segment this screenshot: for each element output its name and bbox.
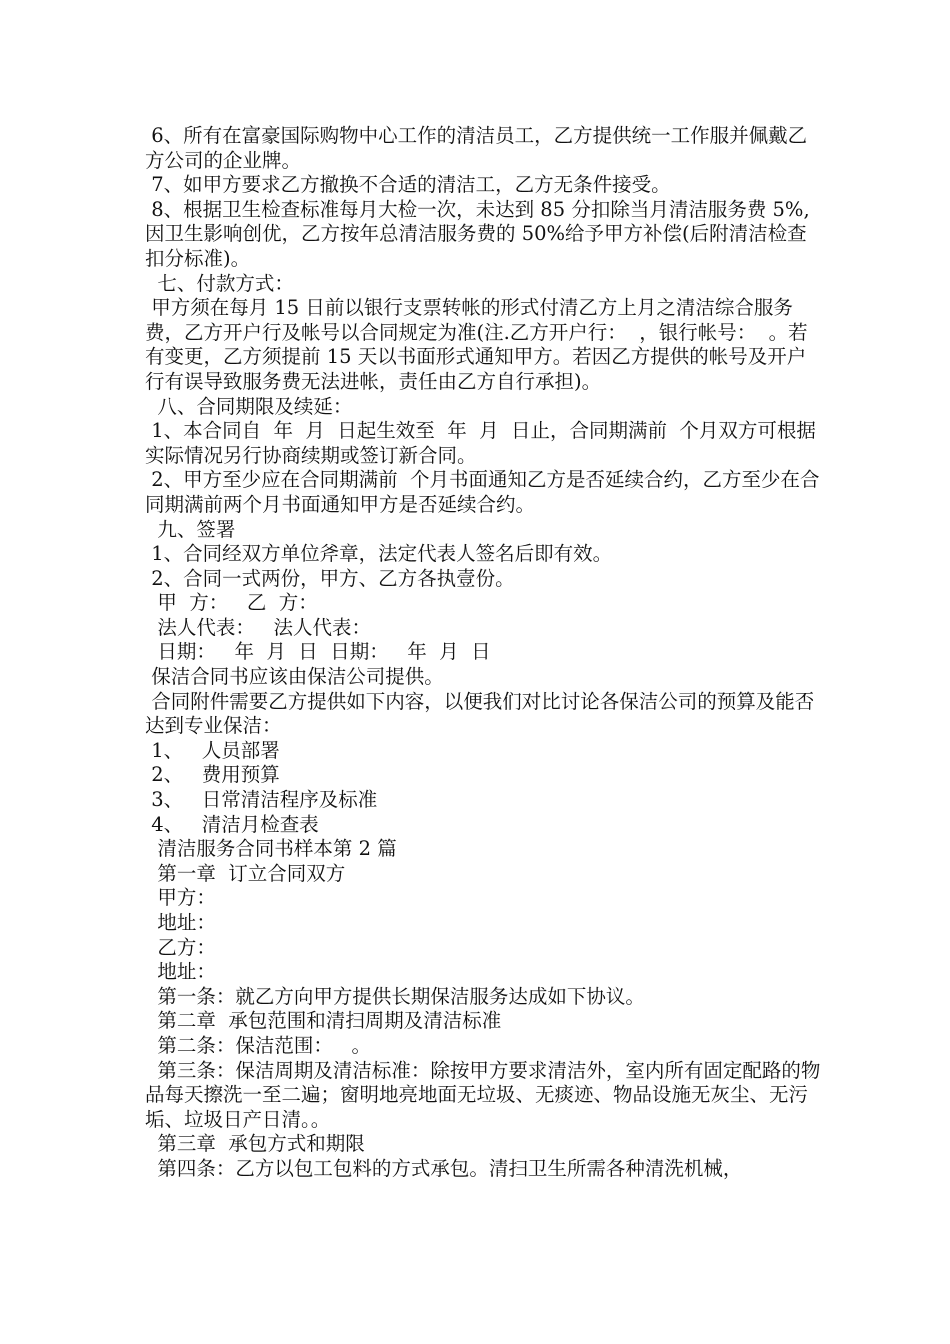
chapter-heading: 第三章 承包方式和期限	[145, 1132, 365, 1156]
list-item: 2、 费用预算	[145, 763, 280, 787]
address-field: 地址：	[145, 911, 216, 934]
paragraph: 保洁合同书应该由保洁公司提供。	[145, 665, 444, 689]
signature-line: 法人代表： 法人代表：	[145, 615, 372, 639]
paragraph: 1、合同经双方单位斧章，法定代表人签名后即有效。	[145, 542, 613, 566]
article: 第二条：保洁范围： 。	[145, 1033, 372, 1057]
paragraph: 1、本合同自 年 月 日起生效至 年 月 日止，合同期满前 个月双方可根据实际情况另行协商续期或签订新合同。	[145, 419, 816, 467]
party-field: 乙方：	[145, 935, 216, 959]
section-heading: 八、合同期限及续延：	[145, 394, 353, 418]
paragraph: 8、根据卫生检查标准每月大检一次，未达到 85 分扣除当月清洁服务费 5%,因卫生影响创优，乙方按年总清洁服务费的 50%给予甲方补偿(后附清洁检查扣分标准)。	[145, 197, 810, 270]
chapter-heading: 第一章 订立合同双方	[145, 861, 346, 885]
list-item: 4、 清洁月检查表	[145, 812, 319, 836]
paragraph: 甲方须在每月 15 日前以银行支票转帐的形式付清乙方上月之清洁综合服务费，乙方开户行及帐号以合同规定为准(注.乙方开户行： ，银行帐号： 。若有变更，乙方须提前 15 天以书面形式通知甲方。若因乙方提供的帐号及开户行有误导致服务费无法进帐，责任由乙方自行承担)。	[145, 296, 808, 393]
paragraph: 6、所有在富豪国际购物中心工作的清洁员工，乙方提供统一工作服并佩戴乙方公司的企业牌。	[145, 124, 808, 172]
signature-line: 甲 方： 乙 方：	[145, 591, 318, 615]
paragraph: 7、如甲方要求乙方撤换不合适的清洁工，乙方无条件接受。	[145, 173, 671, 197]
document-page	[145, 124, 825, 1182]
paragraph: 合同附件需要乙方提供如下内容，以便我们对比讨论各保洁公司的预算及能否达到专业保洁：	[145, 689, 815, 738]
section-heading: 七、付款方式：	[145, 271, 294, 295]
article: 第三条：保洁周期及清洁标准：除按甲方要求清洁外，室内所有固定配路的物品每天擦洗一至二遍；窗明地亮地面无垃圾、无痰迹、物品设施无灰尘、无污垢、垃圾日产日清。。	[145, 1058, 821, 1131]
chapter-heading: 第二章 承包范围和清扫周期及清洁标准	[145, 1009, 502, 1033]
signature-line: 日期： 年 月 日 日期： 年 月 日	[145, 640, 491, 664]
article: 第四条：乙方以包工包料的方式承包。清扫卫生所需各种清洗机械，	[145, 1156, 743, 1180]
list-item: 3、 日常清洁程序及标准	[145, 788, 378, 812]
document-title: 清洁服务合同书样本第 2 篇	[145, 837, 397, 861]
party-field: 甲方：	[145, 886, 216, 910]
address-field: 地址：	[145, 960, 216, 984]
article: 第一条：就乙方向甲方提供长期保洁服务达成如下协议。	[145, 984, 645, 1008]
paragraph: 2、甲方至少应在合同期满前 个月书面通知乙方是否延续合约，乙方至少在合同期满前两个月书面通知甲方是否延续合约。	[145, 468, 820, 516]
section-heading: 九、签署	[145, 517, 236, 541]
list-item: 1、 人员部署	[145, 738, 280, 762]
paragraph: 2、合同一式两份，甲方、乙方各执壹份。	[145, 566, 515, 590]
